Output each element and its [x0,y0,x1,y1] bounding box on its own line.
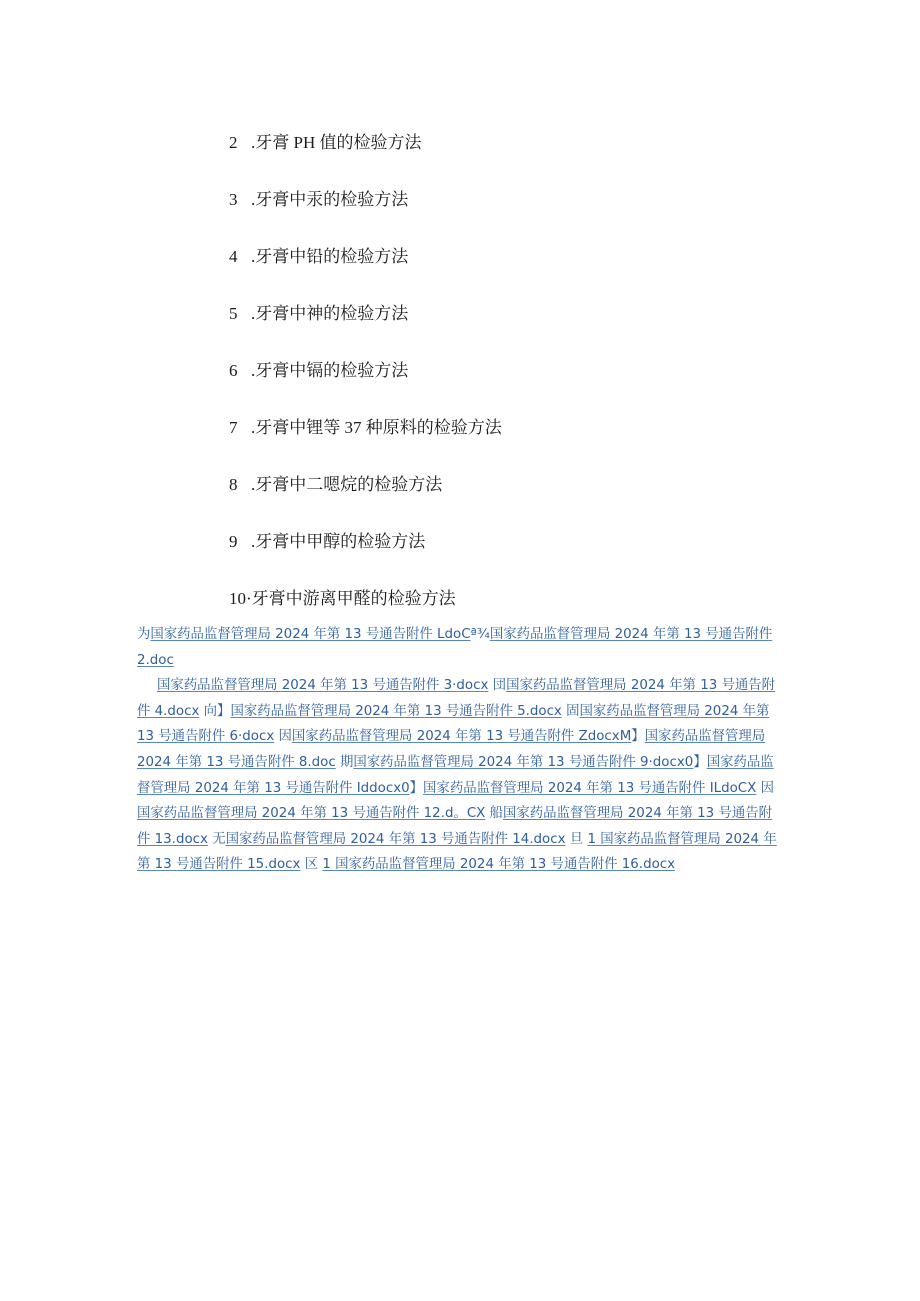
toc-item-7 [229,415,789,472]
toc-item-number: 8 [229,475,238,494]
toc-item-text: .牙膏中二嗯烷的检验方法 [251,475,443,494]
attachment-link-13[interactable]: 国家药品监督管理局 2024 年第 13 号通告附件 13.docx [137,806,773,847]
toc-item-text: .牙膏中镉的检验方法 [251,361,409,380]
toc-item-6 [229,358,789,415]
toc-item-8 [229,472,789,529]
toc-item-9 [229,529,789,586]
toc-item-number: 2 [229,133,238,152]
attachment-link-10[interactable]: 国家药品监督管理局 2024 年第 13 号通告附件 Iddocx0 [137,754,774,796]
link-separator: 因 [756,780,774,796]
toc-item-number: 5 [229,304,238,323]
attachment-link-2[interactable]: 国家药品监督管理局 2024 年第 13 号通告附件 2.doc [137,627,773,668]
toc-item-2 [229,130,789,187]
toc-item-text: .牙膏中铅的检验方法 [251,247,409,266]
toc-list [229,130,789,643]
attachment-links [137,622,783,878]
attachment-link-9[interactable]: 国家药品监督管理局 2024 年第 13 号通告附件 9·docx0 [353,754,694,770]
link-separator: ª¾ [470,627,490,642]
link-separator: 为 [137,627,151,642]
link-separator: 旦 [565,831,588,847]
attachment-link-12[interactable]: 国家药品监督管理局 2024 年第 13 号通告附件 12.d。CX [137,806,486,822]
toc-item-number: 4 [229,247,238,266]
link-separator: 】 [693,754,707,770]
attachment-link-4[interactable]: 国家药品监督管理局 2024 年第 13 号通告附件 4.docx [137,678,776,719]
attachment-link-5[interactable]: 国家药品监督管理局 2024 年第 13 号通告附件 5.docx [230,703,562,719]
toc-item-text: 牙膏中游离甲醛的检验方法 [251,589,456,608]
link-separator: 】 [409,780,424,796]
toc-item-4 [229,244,789,301]
toc-item-text: .牙膏 PH 值的检验方法 [251,133,422,152]
attachment-link-14[interactable]: 国家药品监督管理局 2024 年第 13 号通告附件 14.docx [225,831,566,847]
attachment-link-11[interactable]: 国家药品监督管理局 2024 年第 13 号通告附件 ILdoCX [423,780,757,796]
link-separator: 】 [631,729,645,745]
attachment-link-7[interactable]: 国家药品监督管理局 2024 年第 13 号通告附件 ZdocxM [291,729,632,745]
link-separator: 因 [274,729,292,745]
link-separator: 区 [300,857,323,873]
toc-item-text: .牙膏中神的检验方法 [251,304,409,323]
attachment-paragraph-2 [137,673,783,878]
toc-item-text: .牙膏中锂等 37 种原料的检验方法 [251,418,502,437]
link-separator: 船 [485,806,504,822]
toc-item-number: 9 [229,532,238,551]
attachment-link-15[interactable]: 1 国家药品监督管理局 2024 年第 13 号通告附件 15.docx [137,831,777,873]
link-separator: 期 [335,754,354,770]
attachment-paragraph-1 [137,622,783,673]
attachment-link-1[interactable]: 国家药品监督管理局 2024 年第 13 号通告附件 LdoC [150,627,471,642]
toc-item-number: 7 [229,418,238,437]
toc-item-5 [229,301,789,358]
attachment-link-3[interactable]: 国家药品监督管理局 2024 年第 13 号通告附件 3·docx [157,678,489,694]
link-separator: 固 [561,703,580,719]
attachment-link-6[interactable]: 国家药品监督管理局 2024 年第 13 号通告附件 6·docx [137,703,770,745]
toc-item-3 [229,187,789,244]
attachment-link-16[interactable]: 1 国家药品监督管理局 2024 年第 13 号通告附件 16.docx [322,857,676,873]
toc-item-number: 3 [229,190,238,209]
link-separator: 无 [207,831,226,847]
attachment-link-8[interactable]: 国家药品监督管理局 2024 年第 13 号通告附件 8.doc [137,729,766,770]
toc-item-number: 10· [229,589,252,608]
link-separator: 向】 [199,703,231,719]
link-separator: 団 [488,678,507,694]
toc-item-text: .牙膏中汞的检验方法 [251,190,409,209]
toc-item-text: .牙膏中甲醇的检验方法 [251,532,426,551]
toc-item-number: 6 [229,361,238,380]
